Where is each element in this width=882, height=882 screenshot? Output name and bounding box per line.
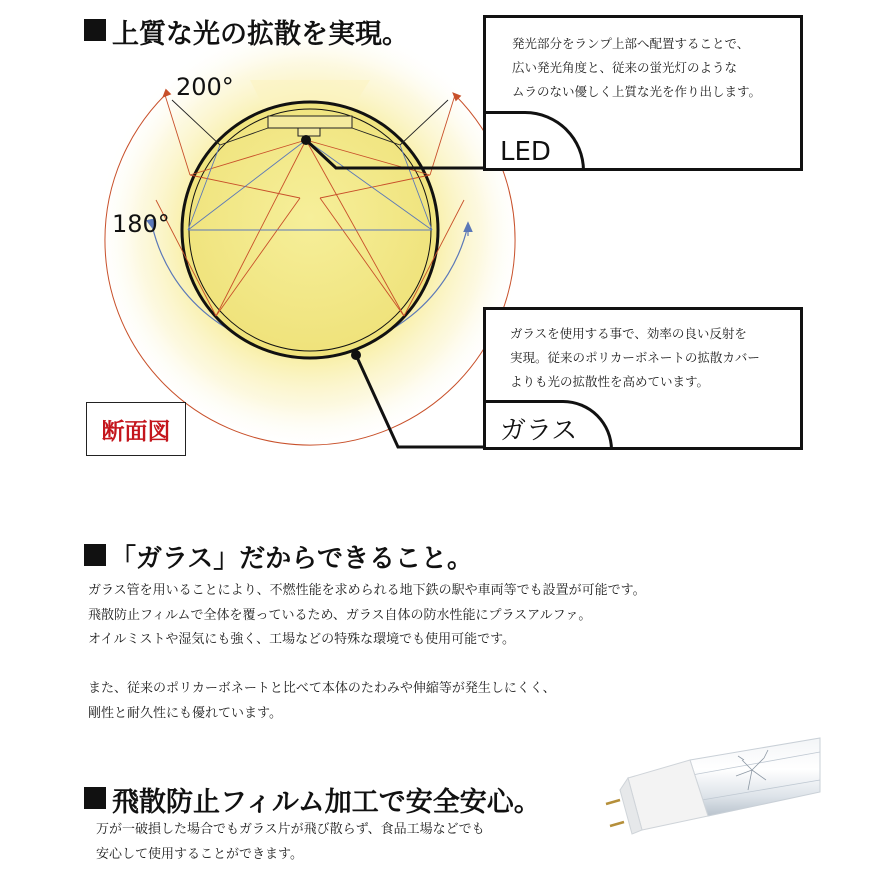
led-callout-text: [512, 32, 761, 104]
paragraph-line: また、従来のポリカーボネートと比べて本体のたわみや伸縮等が発生しにくく、: [88, 681, 556, 696]
heading-text: 上質な光の拡散を実現。: [112, 19, 409, 50]
square-bullet-icon: [84, 19, 106, 41]
square-bullet-icon: [84, 787, 106, 809]
led-callout: [483, 15, 803, 171]
paragraph-line: ガラス管を用いることにより、不燃性能を求められる地下鉄の駅や車両等でも設置が可能です。: [88, 583, 646, 598]
paragraph-line: 安心して使用することができます。: [96, 846, 303, 862]
cross-section-label: 断面図: [86, 402, 186, 456]
paragraph-line: 飛散防止フィルムで全体を覆っているため、ガラス自体の防水性能にプラスアルファ。: [88, 607, 592, 623]
film-paragraph: [96, 818, 485, 867]
rigidity-paragraph: [88, 677, 556, 726]
glass-tab-label: ガラス: [500, 416, 578, 446]
glass-tube-photo: [606, 738, 820, 834]
glass-tab: [483, 400, 613, 450]
paragraph-line: 万が一破損した場合でもガラス片が飛び散らず、食品工場などでも: [96, 822, 485, 837]
square-bullet-icon: [84, 544, 106, 566]
led-callout-line: ムラのない優しく上質な光を作り出します。: [512, 84, 762, 99]
glass-callout-line: 実現。従来のポリカーボネートの拡散カバー: [510, 350, 760, 365]
heading-text: 「ガラス」だからできること。: [110, 544, 473, 574]
paragraph-line: 剛性と耐久性にも優れています。: [88, 705, 282, 721]
heading-text: 飛散防止フィルム加工で安全安心。: [112, 787, 541, 818]
glass-callout: [483, 307, 803, 450]
section-heading-diffusion: [84, 12, 409, 51]
led-tab-label: LED: [500, 137, 551, 167]
glass-callout-line: ガラスを使用する事で、効率の良い反射を: [510, 326, 747, 341]
led-callout-line: 広い発光角度と、従来の蛍光灯のような: [512, 60, 738, 75]
section-heading-glass: [84, 538, 473, 575]
led-board: [268, 116, 352, 128]
glass-benefits-paragraph: [88, 579, 646, 653]
led-chip: [298, 128, 320, 136]
angle-label-180: 180°: [112, 210, 170, 238]
led-tab: [483, 111, 585, 171]
led-callout-line: 発光部分をランプ上部へ配置することで、: [512, 36, 750, 51]
paragraph-line: オイルミストや湿気にも強く、工場などの特殊な環境でも使用可能です。: [88, 632, 516, 647]
glass-callout-line: よりも光の拡散性を高めています。: [510, 374, 710, 389]
section-heading-film: [84, 780, 541, 819]
angle-label-200: 200°: [176, 73, 234, 101]
glass-callout-text: [510, 322, 760, 394]
